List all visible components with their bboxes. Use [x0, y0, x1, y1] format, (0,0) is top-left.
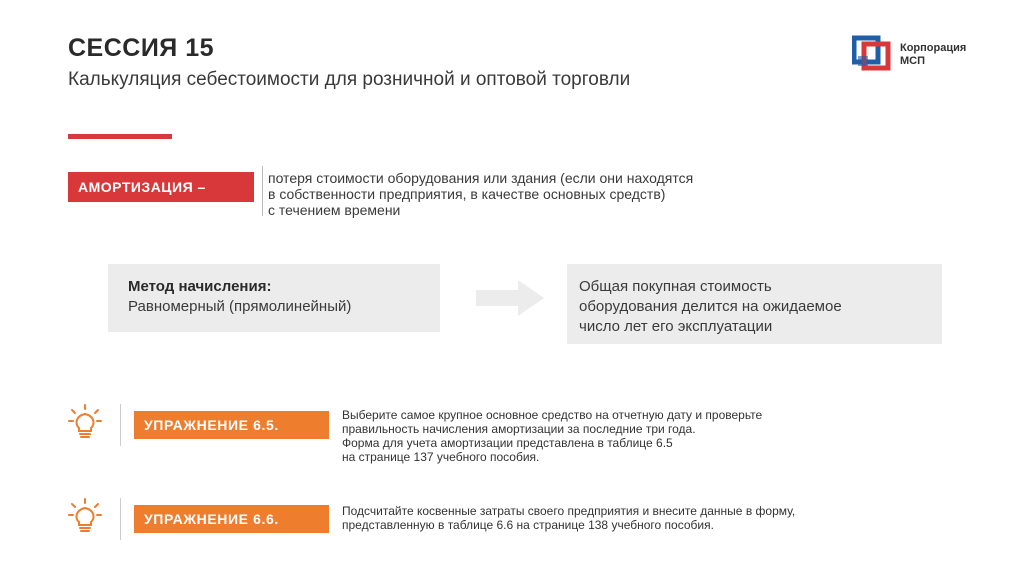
logo-text — [900, 42, 966, 68]
exercise-badge-6-6: УПРАЖНЕНИЕ 6.6. — [134, 505, 329, 533]
lightbulb-icon — [68, 498, 102, 534]
logo-line-2: МСП — [900, 55, 926, 67]
result-line: оборудования делится на ожидаемое — [579, 298, 842, 315]
arrow-right-icon — [476, 278, 546, 318]
result-line: число лет его эксплуатации — [579, 318, 773, 335]
exercise-line: Форма для учета амортизации представлена в таблице 6.5 — [342, 436, 673, 450]
term-badge: АМОРТИЗАЦИЯ – — [68, 172, 254, 202]
title-underline — [68, 134, 172, 139]
definition-line: в собственности предприятия, в качестве основных средств) — [268, 186, 666, 202]
session-subtitle: Калькуляция себестоимости для розничной и оптовой торговли — [68, 69, 631, 90]
definition-line: потеря стоимости оборудования или здания (если они находятся — [268, 170, 694, 186]
term-definition — [268, 170, 888, 218]
exercise-divider — [120, 404, 121, 446]
exercise-line: на странице 137 учебного пособия. — [342, 450, 540, 464]
exercise-text-6-6 — [342, 504, 1002, 532]
exercise-line: представленную в таблице 6.6 на странице 138 учебного пособия. — [342, 518, 714, 532]
method-value: Равномерный (прямолинейный) — [128, 298, 352, 315]
term-divider — [262, 166, 263, 216]
result-line: Общая покупная стоимость — [579, 278, 772, 295]
exercise-text-6-5 — [342, 408, 1002, 464]
method-box — [108, 264, 440, 332]
exercise-divider — [120, 498, 121, 540]
lightbulb-icon — [68, 404, 102, 440]
msp-logo-icon — [852, 34, 892, 72]
result-box — [567, 264, 942, 344]
definition-line: с течением времени — [268, 202, 401, 218]
session-title: СЕССИЯ 15 — [68, 34, 215, 62]
method-heading: Метод начисления: — [128, 278, 272, 295]
exercise-badge-6-5: УПРАЖНЕНИЕ 6.5. — [134, 411, 329, 439]
corporation-logo — [852, 34, 1002, 74]
logo-line-1: Корпорация — [900, 42, 967, 54]
exercise-line: Выберите самое крупное основное средство на отчетную дату и проверьте — [342, 408, 763, 422]
exercise-line: правильность начисления амортизации за последние три года. — [342, 422, 696, 436]
exercise-line: Подсчитайте косвенные затраты своего предприятия и внесите данные в форму, — [342, 504, 796, 518]
